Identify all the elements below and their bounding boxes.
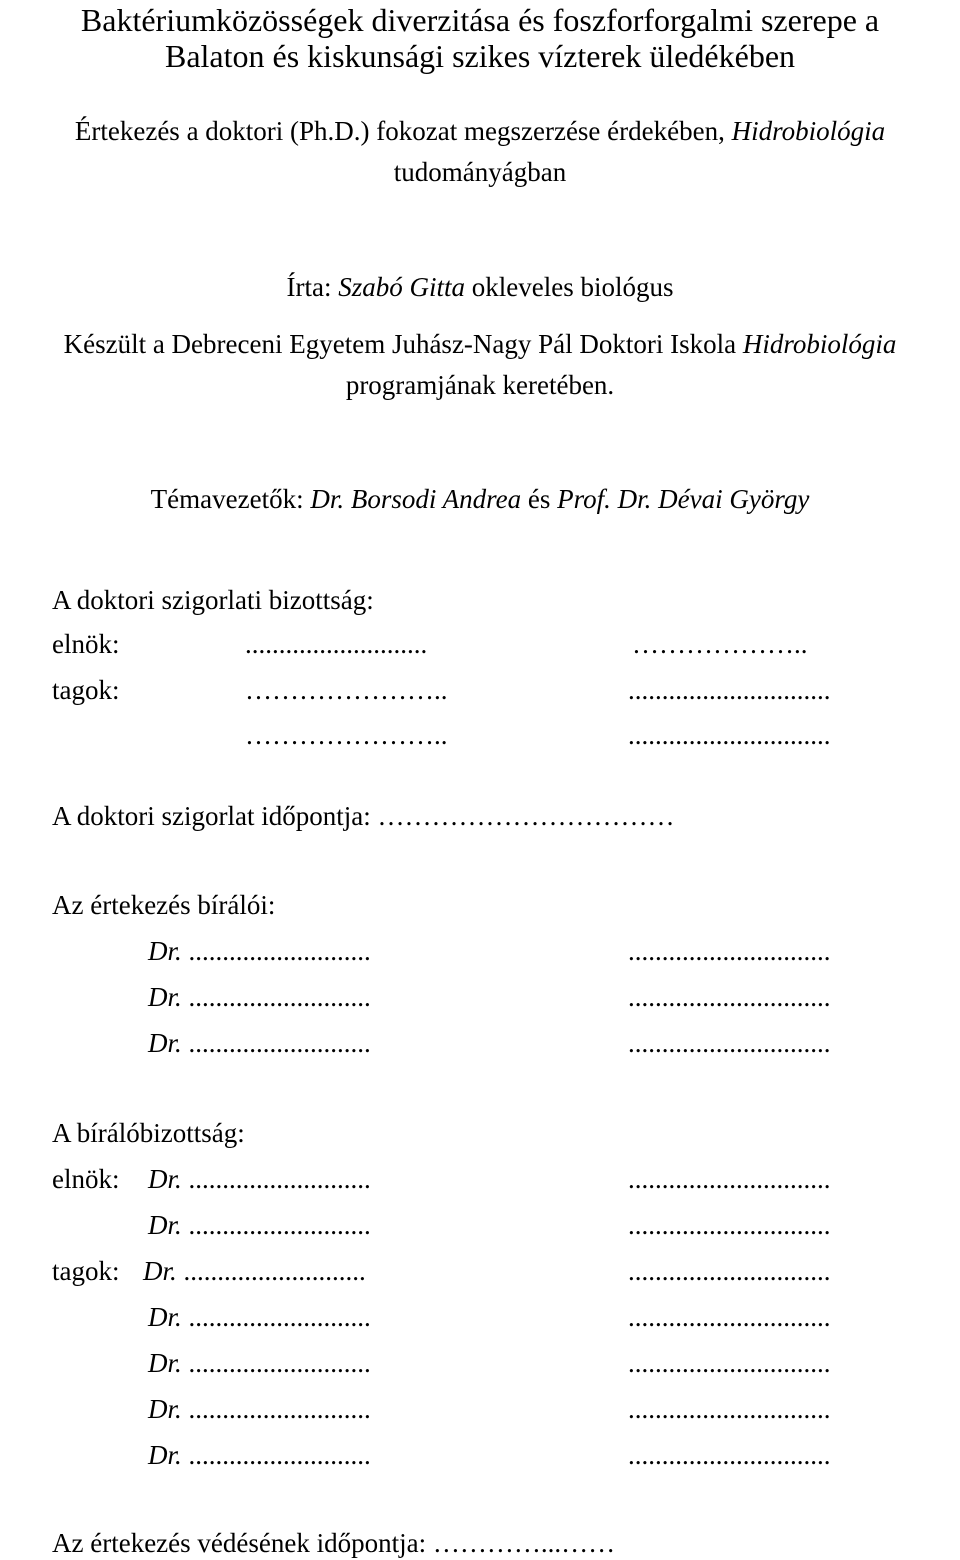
institution-line-1: Készült a Debreceni Egyetem Juhász-Nagy Pál Doktori Iskola Hidrobiológia [63, 329, 897, 359]
review-committee-row-1-name-field: Dr. ........................... [148, 1164, 371, 1194]
review-committee-row-5-title-field: .............................. [628, 1348, 831, 1378]
exam-chair-name-field: ........................... [245, 629, 428, 659]
reviewer-1-title-field: .............................. [628, 936, 831, 966]
reviewer-1-name-field: Dr. ........................... [148, 936, 371, 966]
defense-date-field: …………...…… [432, 1528, 616, 1558]
exam-date-line: A doktori szigorlat időpontja: …………………………… [52, 801, 675, 831]
reviewers-heading: Az értekezés bírálói: [52, 890, 276, 920]
review-committee-row-6-name-field: Dr. ........................... [148, 1394, 371, 1424]
reviewer-2-title-field: .............................. [628, 982, 831, 1012]
author-line: Írta: Szabó Gitta okleveles biológus [286, 272, 674, 302]
exam-member-1-name-field: ………………….. [245, 675, 448, 705]
institution-line-2: programjának keretében. [345, 370, 615, 400]
defense-date-line: Az értekezés védésének időpontja: …………...…… [52, 1528, 616, 1558]
thesis-title-line-2: Balaton és kiskunsági szikes vízterek üledékében [164, 38, 796, 74]
supervisors-line: Témavezetők: Dr. Borsodi Andrea és Prof. Dr. Dévai György [150, 484, 810, 514]
review-committee-row-2-title-field: .............................. [628, 1210, 831, 1240]
exam-chair-label: elnök: [52, 629, 120, 659]
exam-member-2-title-field: .............................. [628, 720, 831, 750]
reviewer-3-title-field: .............................. [628, 1028, 831, 1058]
review-members-label: tagok: [52, 1256, 120, 1286]
review-committee-row-3-name-field: Dr. ........................... [143, 1256, 366, 1286]
exam-member-2-name-field: ………………….. [245, 720, 448, 750]
reviewer-3-name-field: Dr. ........................... [148, 1028, 371, 1058]
review-committee-row-5-name-field: Dr. ........................... [148, 1348, 371, 1378]
thesis-title-line-1: Baktériumközösségek diverzitása és foszforforgalmi szerepe a [80, 2, 880, 38]
exam-committee-heading: A doktori szigorlati bizottság: [52, 585, 374, 615]
exam-member-1-title-field: .............................. [628, 675, 831, 705]
exam-chair-title-field: ……………….. [632, 629, 808, 659]
review-committee-row-3-title-field: .............................. [628, 1256, 831, 1286]
review-committee-row-7-name-field: Dr. ........................... [148, 1440, 371, 1470]
review-committee-row-4-title-field: .............................. [628, 1302, 831, 1332]
review-committee-heading: A bírálóbizottság: [52, 1118, 245, 1148]
exam-date-field: …………………………… [377, 801, 675, 831]
review-committee-row-7-title-field: .............................. [628, 1440, 831, 1470]
review-committee-row-4-name-field: Dr. ........................... [148, 1302, 371, 1332]
degree-line-2: tudományágban [393, 157, 567, 187]
reviewer-2-name-field: Dr. ........................... [148, 982, 371, 1012]
review-committee-row-2-name-field: Dr. ........................... [148, 1210, 371, 1240]
review-committee-row-6-title-field: .............................. [628, 1394, 831, 1424]
degree-line-1: Értekezés a doktori (Ph.D.) fokozat megszerzése érdekében, Hidrobiológia [74, 116, 886, 146]
review-committee-row-1-title-field: .............................. [628, 1164, 831, 1194]
review-chair-label: elnök: [52, 1164, 120, 1194]
exam-members-label: tagok: [52, 675, 120, 705]
